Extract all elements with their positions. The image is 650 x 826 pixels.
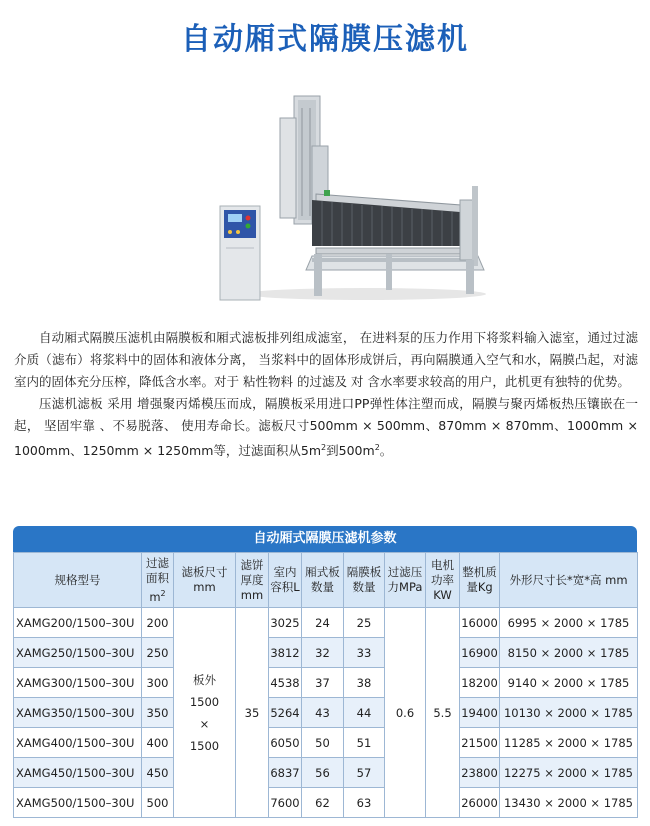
cell-dimensions: 8150 × 2000 × 1785 xyxy=(500,638,638,668)
description-paragraph-2 xyxy=(14,393,638,462)
table-header-row xyxy=(14,553,638,608)
cell-membrane: 44 xyxy=(344,698,385,728)
cell-chamber: 32 xyxy=(302,638,344,668)
table-row xyxy=(14,668,638,698)
cell-chamber: 43 xyxy=(302,698,344,728)
cell-weight: 16000 xyxy=(460,608,500,638)
cell-dimensions: 13430 × 2000 × 1785 xyxy=(500,788,638,818)
cell-area: 350 xyxy=(142,698,174,728)
header-power: 电机功率KW xyxy=(426,553,460,608)
cell-chamber: 50 xyxy=(302,728,344,758)
cell-chamber: 24 xyxy=(302,608,344,638)
area-superscript: 2 xyxy=(321,443,327,452)
cell-model: XAMG250/1500–30U xyxy=(14,638,142,668)
table-row xyxy=(14,608,638,638)
cell-volume: 3025 xyxy=(269,608,302,638)
cell-area: 250 xyxy=(142,638,174,668)
cell-plate-size-merged xyxy=(174,608,236,818)
header-weight: 整机质量Kg xyxy=(460,553,500,608)
table-row xyxy=(14,788,638,818)
cell-volume: 6837 xyxy=(269,758,302,788)
cell-model: XAMG450/1500–30U xyxy=(14,758,142,788)
cell-membrane: 25 xyxy=(344,608,385,638)
cell-area: 200 xyxy=(142,608,174,638)
header-dimensions: 外形尺寸长*宽*高 mm xyxy=(500,553,638,608)
description-paragraph-2-text: 压滤机滤板 采用 增强聚丙烯模压而成，隔膜板采用进口PP弹性体注塑而成，隔膜与聚丙烯板热压镶嵌在一起， 坚固牢靠 、不易脱落、 使用寿命长。滤板尺寸500mm × 500mm、870mm × 870mm、1000mm × 1000mm、1250mm × 1250mm等，过滤面积从5m xyxy=(14,396,638,459)
header-model: 规格型号 xyxy=(14,553,142,608)
cell-chamber: 56 xyxy=(302,758,344,788)
cell-membrane: 38 xyxy=(344,668,385,698)
cell-membrane: 57 xyxy=(344,758,385,788)
cell-power-merged: 5.5 xyxy=(426,608,460,818)
header-area-sup: 2 xyxy=(160,588,166,598)
cell-area: 400 xyxy=(142,728,174,758)
cell-volume: 3812 xyxy=(269,638,302,668)
cell-weight: 21500 xyxy=(460,728,500,758)
cell-area: 300 xyxy=(142,668,174,698)
cell-weight: 18200 xyxy=(460,668,500,698)
table-row xyxy=(14,698,638,728)
header-membrane-plates: 隔膜板数量 xyxy=(344,553,385,608)
table-title: 自动厢式隔膜压滤机参数 xyxy=(13,526,637,552)
description xyxy=(14,327,638,462)
cell-area: 450 xyxy=(142,758,174,788)
plate-size-line-3: × xyxy=(199,716,210,731)
spec-table-container xyxy=(13,526,637,818)
cell-pressure-merged: 0.6 xyxy=(385,608,426,818)
description-paragraph-2-mid: 到500m xyxy=(326,443,375,459)
plate-size-line-1: 板外 xyxy=(193,672,216,687)
cell-volume: 7600 xyxy=(269,788,302,818)
table-row xyxy=(14,638,638,668)
header-pressure: 过滤压力MPa xyxy=(385,553,426,608)
table-row xyxy=(14,728,638,758)
table-row xyxy=(14,758,638,788)
header-chamber-plates: 厢式板数量 xyxy=(302,553,344,608)
cell-volume: 4538 xyxy=(269,668,302,698)
cell-dimensions: 12275 × 2000 × 1785 xyxy=(500,758,638,788)
cell-membrane: 51 xyxy=(344,728,385,758)
cell-model: XAMG400/1500–30U xyxy=(14,728,142,758)
header-area xyxy=(142,553,174,608)
cell-dimensions: 11285 × 2000 × 1785 xyxy=(500,728,638,758)
cell-dimensions: 10130 × 2000 × 1785 xyxy=(500,698,638,728)
header-area-label: 过滤面积m xyxy=(146,555,169,604)
cell-dimensions: 9140 × 2000 × 1785 xyxy=(500,668,638,698)
plate-size-line-2: 1500 xyxy=(189,694,220,709)
page-title: 自动厢式隔膜压滤机 xyxy=(181,22,469,57)
header-volume: 室内容积L xyxy=(269,553,302,608)
cell-weight: 26000 xyxy=(460,788,500,818)
cell-weight: 23800 xyxy=(460,758,500,788)
area-superscript-2: 2 xyxy=(374,443,380,452)
header-cake-thickness: 滤饼厚度mm xyxy=(236,553,269,608)
cell-chamber: 62 xyxy=(302,788,344,818)
cell-dimensions: 6995 × 2000 × 1785 xyxy=(500,608,638,638)
description-paragraph-1: 自动厢式隔膜压滤机由隔膜板和厢式滤板排列组成滤室， 在进料泵的压力作用下将浆料输入滤室，通过过滤介质（滤布）将浆料中的固体和液体分离， 当浆料中的固体形成饼后，再向隔膜通入空气和水，隔膜凸起，对滤室内的固体充分压榨，降低含水率。对于 粘性物料 的过滤及 对 含水率要求较高的用户，此机更有独特的优势。 xyxy=(14,330,638,389)
header-plate-size: 滤板尺寸mm xyxy=(174,553,236,608)
cell-membrane: 33 xyxy=(344,638,385,668)
cell-model: XAMG200/1500–30U xyxy=(14,608,142,638)
cell-model: XAMG500/1500–30U xyxy=(14,788,142,818)
cell-chamber: 37 xyxy=(302,668,344,698)
cell-area: 500 xyxy=(142,788,174,818)
description-paragraph-2-end: 。 xyxy=(379,443,393,459)
cell-membrane: 63 xyxy=(344,788,385,818)
cell-volume: 5264 xyxy=(269,698,302,728)
cell-model: XAMG350/1500–30U xyxy=(14,698,142,728)
cell-weight: 19400 xyxy=(460,698,500,728)
cell-cake-merged: 35 xyxy=(236,608,269,818)
filter-press-image xyxy=(216,88,494,306)
spec-table xyxy=(13,552,638,818)
plate-size-line-4: 1500 xyxy=(189,738,220,753)
cell-weight: 16900 xyxy=(460,638,500,668)
cell-model: XAMG300/1500–30U xyxy=(14,668,142,698)
cell-volume: 6050 xyxy=(269,728,302,758)
